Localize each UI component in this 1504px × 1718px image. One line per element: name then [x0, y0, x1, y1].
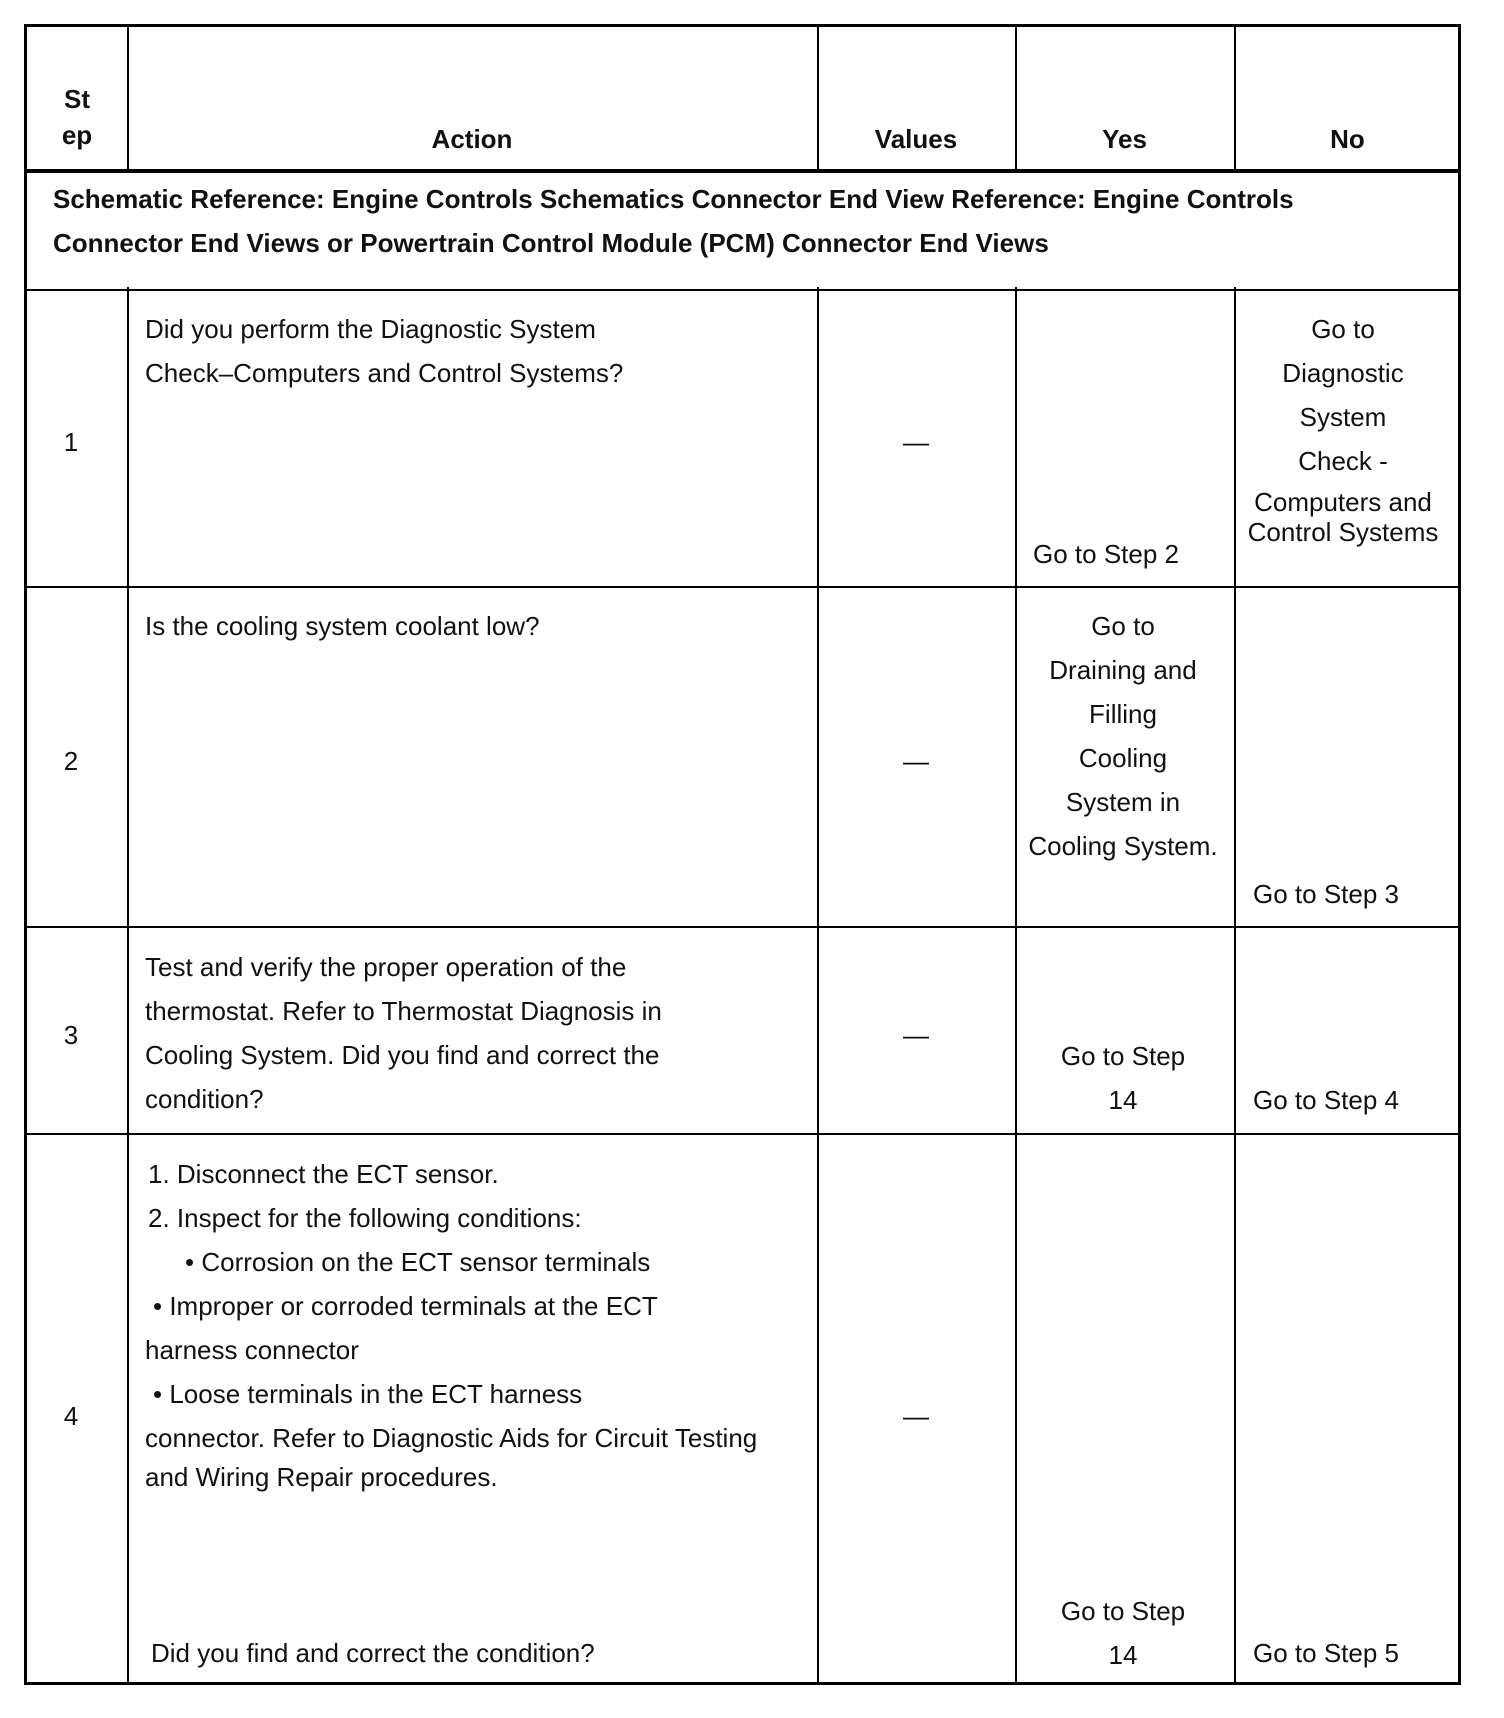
row-2-yes-line: Filling — [1089, 699, 1157, 729]
row-4-action-line: • Loose terminals in the ECT harness — [153, 1379, 583, 1409]
row-2-yes-line: Go to — [1091, 611, 1155, 641]
row-1-no-line: Diagnostic — [1282, 358, 1404, 388]
row-4-action-line: 2. Inspect for the following conditions: — [148, 1203, 582, 1233]
row-4-action-final: Did you find and correct the condition? — [151, 1638, 595, 1668]
diagnostic-table — [24, 24, 1461, 1685]
row-2-yes-line: Cooling — [1078, 743, 1168, 773]
row-4-action-line: • Corrosion on the ECT sensor terminals — [185, 1247, 651, 1277]
row-1-action-line: Check–Computers and Control Systems? — [145, 358, 624, 388]
header-step-line2: ep — [61, 120, 93, 150]
row-divider — [27, 289, 1458, 291]
header-step-line1: St — [64, 84, 90, 114]
header-step — [27, 79, 127, 155]
row-1-action-line: Did you perform the Diagnostic System — [145, 314, 596, 344]
row-2-step: 2 — [63, 746, 79, 776]
row-3-action — [145, 945, 662, 1121]
header-no: No — [1330, 124, 1365, 154]
row-1-value: — — [903, 427, 929, 457]
row-4-step: 4 — [63, 1401, 79, 1431]
row-4-value: — — [903, 1401, 929, 1431]
header-action: Action — [431, 124, 513, 154]
row-1-action — [145, 307, 623, 395]
row-1-yes: Go to Step 2 — [1033, 539, 1179, 569]
row-4-action-line: • Improper or corroded terminals at the ECT — [153, 1291, 658, 1321]
row-1-no-line: Check - — [1298, 446, 1388, 476]
row-divider — [27, 1133, 1458, 1135]
header-values: Values — [874, 124, 958, 154]
row-3-action-line: condition? — [145, 1084, 264, 1114]
row-3-action-line: Test and verify the proper operation of the — [145, 952, 627, 982]
row-2-action — [145, 604, 540, 648]
row-3-no: Go to Step 4 — [1253, 1085, 1399, 1115]
row-1-no-line: Go to — [1311, 314, 1375, 344]
row-1-step: 1 — [63, 427, 79, 457]
row-4-yes — [1015, 1589, 1231, 1677]
row-4-yes-line: 14 — [1108, 1640, 1138, 1670]
reference-line-1: Schematic Reference: Engine Controls Schematics Connector End View Reference: Engine Controls — [53, 184, 1294, 214]
row-4-action-line: 1. Disconnect the ECT sensor. — [148, 1159, 499, 1189]
header-yes: Yes — [1102, 124, 1147, 154]
row-1-no — [1234, 307, 1452, 547]
row-4-action-line: connector. Refer to Diagnostic Aids for Circuit Testing — [145, 1423, 758, 1453]
row-divider — [27, 586, 1458, 588]
row-4-yes-line: Go to Step — [1060, 1596, 1186, 1626]
row-4-no: Go to Step 5 — [1253, 1638, 1399, 1668]
schematic-reference — [53, 177, 1433, 265]
row-1-no-line: Computers and — [1254, 487, 1432, 517]
row-4-action-line: harness connector — [145, 1335, 359, 1365]
row-1-no-line: Control Systems — [1247, 517, 1439, 547]
row-2-yes-line: Draining and — [1049, 655, 1197, 685]
row-3-step: 3 — [63, 1020, 79, 1050]
row-divider — [27, 926, 1458, 928]
row-2-yes-line: Cooling System. — [1028, 831, 1218, 861]
row-3-action-line: Cooling System. Did you find and correct the — [145, 1040, 660, 1070]
row-4-action — [145, 1152, 757, 1494]
row-2-yes-line: System in — [1065, 787, 1181, 817]
row-3-action-line: thermostat. Refer to Thermostat Diagnosis in — [145, 996, 662, 1026]
row-3-yes-line: 14 — [1108, 1085, 1138, 1115]
row-2-yes — [1015, 604, 1231, 868]
row-3-yes-line: Go to Step — [1060, 1041, 1186, 1071]
row-2-value: — — [903, 746, 929, 776]
row-2-no: Go to Step 3 — [1253, 879, 1399, 909]
row-1-no-line: System — [1299, 402, 1387, 432]
row-3-yes — [1015, 1034, 1231, 1122]
row-3-value: — — [903, 1020, 929, 1050]
reference-line-2: Connector End Views or Powertrain Control Module (PCM) Connector End Views — [53, 228, 1049, 258]
row-2-action-line: Is the cooling system coolant low? — [145, 611, 540, 641]
row-4-action-line: and Wiring Repair procedures. — [145, 1462, 498, 1492]
